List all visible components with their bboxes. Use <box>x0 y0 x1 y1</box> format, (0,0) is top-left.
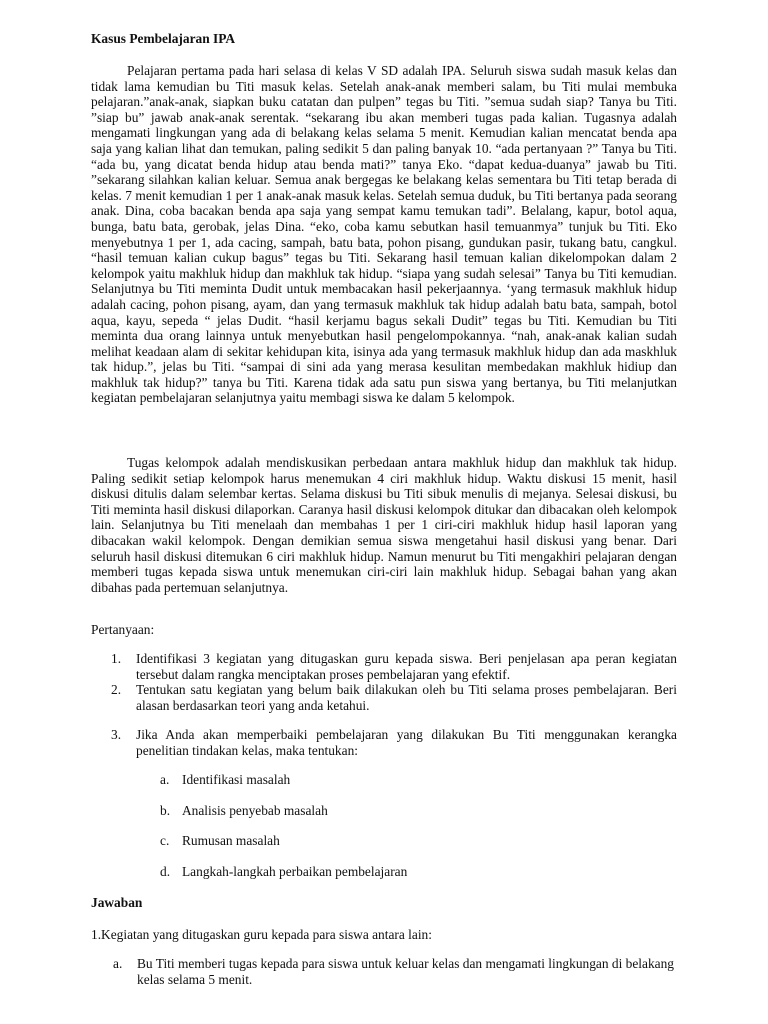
question-number: 2. <box>111 682 122 697</box>
answer-intro: 1.Kegiatan yang ditugaskan guru kepada para siswa antara lain: <box>91 927 432 942</box>
sub-item-letter: c. <box>160 833 170 848</box>
answer-item-letter: a. <box>113 956 123 971</box>
sub-item-letter: d. <box>160 864 171 879</box>
answer-item-text: Bu Titi memberi tugas kepada para siswa untuk keluar kelas dan mengamati lingkungan di belakang kelas selama 5 menit. <box>137 956 674 987</box>
sub-item-text: Analisis penyebab masalah <box>182 803 328 818</box>
question-text: Identifikasi 3 kegiatan yang ditugaskan guru kepada siswa. Beri penjelasan apa peran kegiatan tersebut dalam rangka menciptakan proses pembelajaran yang efektif. <box>136 651 677 682</box>
answer-heading: Jawaban <box>91 895 143 910</box>
question-text: Tentukan satu kegiatan yang belum baik dilakukan oleh bu Titi selama proses pembelajaran. Beri alasan berdasarkan teori yang anda ketahui. <box>136 682 677 713</box>
document-title: Kasus Pembelajaran IPA <box>91 31 236 46</box>
sub-item-text: Rumusan masalah <box>182 833 280 848</box>
question-number: 3. <box>111 727 122 742</box>
sub-item-letter: b. <box>160 803 171 818</box>
sub-item-text: Langkah-langkah perbaikan pembelajaran <box>182 864 408 879</box>
case-paragraph-1: Pelajaran pertama pada hari selasa di kelas V SD adalah IPA. Seluruh siswa sudah masuk kelas dan tidak lama kemudian bu Titi masuk kelas. Setelah anak-anak memberi salam, bu Titi mulai membuka pelajaran.”anak-anak, siapkan buku catatan dan pulpen” tegas bu Titi. ”semua sudah siap? Tanya bu Titi. ”siap bu” jawab anak-anak serentak. “sekarang ibu akan memberi tugas pada kalian. Tugasnya adalah mengamati lingkungan yang ada di belakang kelas selama 5 menit. Kemudian kalian mencatat benda apa saja yang kalian lihat dan temukan, paling sedikit 5 dan paling banyak 10. “ada pertanyaan ?” Tanya bu Titi. “ada bu, yang dicatat benda hidup atau benda mati?” tanya Eko. “dapat kedua-duanya” jawab bu Titi. ”sekarang silahkan kalian keluar. Semua anak bergegas ke belakang kelas sementara bu Titi tetap berada di kelas. 7 menit kemudian 1 per 1 anak-anak masuk kelas. Setelah semua duduk, bu Titi bertanya pada seorang anak. Dina, coba bacakan benda apa saja yang sempat kamu temukan tadi”. Belalang, kapur, botol aqua, bunga, batu bata, gerobak, jelas Dina. “eko, coba kamu sebutkan hasil temuanmya” tunjuk bu Titi. Eko menyebutnya 1 per 1, ada cacing, sampah, batu bata, pohon pisang, gundukan pasir, tukang batu, cangkul. “hasil temuan kalian cukup bagus” tegas bu Titi. Sekarang hasil temuan kalian dikelompokan dalam 2 kelompok yaitu makhluk hidup dan makhluk tak hidup. “siapa yang sudah selesai” Tanya bu Titi kemudian. Selanjutnya bu Titi meminta Dudit untuk membacakan hasil pekerjaannya. ‘yang termasuk makhluk hidup adalah cacing, pohon pisang, ayam, dan yang termasuk makhluk tak hidup adalah batu bata, sampah, botol aqua, kayu, sepeda “ jelas Dudit. “hasil kerjamu bagus sekali Dudit” tegas bu Titi. Kemudian bu Titi meminta dua orang lainnya untuk menyebutkan hasil pengelompokannya. “nah, anak-anak kalian sudah melihat keadaan alam di sekitar kehidupan kita, isinya ada yang termasuk makhluk hidup dan ada maskhluk tak hidup.”, jelas bu Titi. “sampai di sini ada yang merasa kesulitan membedakan makhluk hidiup dan makhluk tak hidup?” tanya bu Titi. Karena tidak ada satu pun siswa yang bertanya, bu Titi melanjutkan kegiatan pembelajaran selanjutnya yaitu membagi siswa ke dalam 5 kelompok. <box>91 63 677 406</box>
case-paragraph-2: Tugas kelompok adalah mendiskusikan perbedaan antara makhluk hidup dan makhluk tak hidup. Paling sedikit setiap kelompok harus menemukan 4 ciri makhluk hidup. Waktu diskusi 15 menit, hasil diskusi ditulis dalam selembar kertas. Selama diskusi bu Titi sibuk menulis di mejanya. Selesai diskusi, bu Titi meminta hasil diskusi dilaporkan. Caranya hasil diskusi kelompok ditukar dan dibacakan oleh kelompok lain. Selanjutnya bu Titi menelaah dan membahas 1 per 1 ciri-ciri makhluk hidup hasil laporan yang dibacakan wakil kelompok. Dengan demikian semua siswa mengetahui hasil diskusi yang benar. Dari seluruh hasil diskusi ditemukan 6 ciri makhluk hidup. Namun menurut bu Titi mengakhiri pelajaran dengan memberi tugas kepada siswa untuk menemukan ciri-ciri lain makhluk hidup. Sebagai bahan yang akan dibahas pada pertemuan selanjutnya. <box>91 455 677 595</box>
sub-item-text: Identifikasi masalah <box>182 772 291 787</box>
question-text: Jika Anda akan memperbaiki pembelajaran yang dilakukan Bu Titi menggunakan kerangka penelitian tindakan kelas, maka tentukan: <box>136 727 677 758</box>
question-number: 1. <box>111 651 122 666</box>
sub-item-letter: a. <box>160 772 170 787</box>
questions-heading: Pertanyaan: <box>91 622 155 637</box>
